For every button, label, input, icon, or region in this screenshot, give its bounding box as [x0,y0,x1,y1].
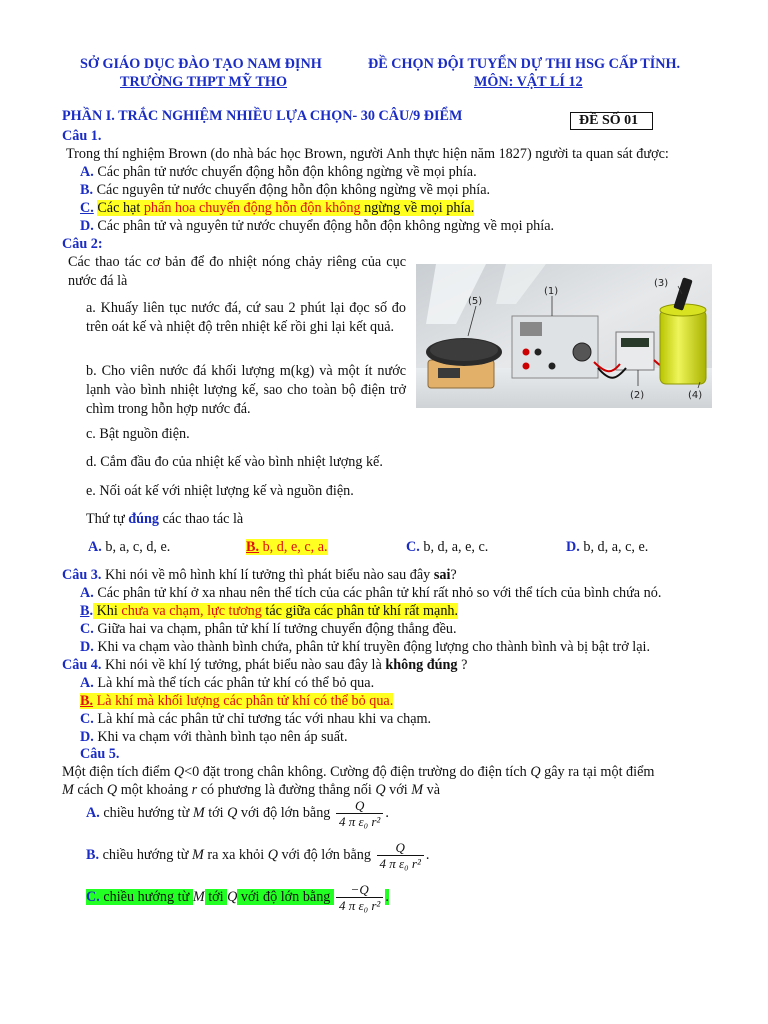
experiment-photo-svg [416,264,712,408]
q5-var-r: r [191,782,198,798]
q5-option-c-mid: tới [204,888,228,905]
section-title: PHẦN I. TRẮC NGHIỆM NHIỀU LỰA CHỌN- 30 CÂU/9 ĐIỂM [62,108,463,124]
q5-stem-2a: cách [73,782,107,798]
calorimeter [660,310,706,384]
label-4: (4) [688,390,703,401]
q2-step-c: c. Bật nguồn điện. [86,426,190,442]
q4-stem-post: ? [457,657,468,673]
q2-option-b-key: B. [246,539,260,555]
q4-option-b [80,693,393,710]
school-department: SỞ GIÁO DỤC ĐÀO TẠO NAM ĐỊNH [80,56,322,72]
q2-option-d [566,539,648,556]
q5-stem-1a: Một điện tích điểm [62,764,174,780]
q5-option-b-mid: ra xa khỏi [203,846,268,863]
q4-option-c-key: C. [80,711,94,727]
q2-option-d-text: b, d, a, c, e. [583,539,649,555]
q5-stem-2b: một khoảng [117,782,192,798]
q5-option-c-den: 4 π ε₀ r² [338,898,381,913]
q5-stem-1b: đặt trong chân không. Cường độ điện trường do điện tích [199,764,531,780]
q2-order-post: các thao tác là [158,511,244,527]
exam-code-box: ĐỀ SỐ 01 [570,112,653,130]
q5-option-b-den: 4 π ε₀ r² [379,856,421,871]
exam-title: ĐỀ CHỌN ĐỘI TUYỂN DỰ THI HSG CẤP TỈNH. [368,56,681,72]
q5-option-b [86,840,429,871]
q2-option-b-text: b, d, e, c, a. [262,539,328,555]
q1-stem: Trong thí nghiệm Brown (do nhà bác học Brown, người Anh thực hiện năm 1827) người ta quan sát được: [66,146,669,162]
q4-option-a-text: Là khí mà thể tích các phân tử khí có thể bỏ qua. [97,675,375,691]
q5-option-a-den: 4 π ε₀ r² [338,814,381,829]
q4-stem [62,657,467,674]
q5-stem-line2 [62,782,440,799]
q5-option-c-num: −Q [336,882,383,898]
q3-option-a [80,585,661,602]
q5-option-b-key: B. [86,846,100,863]
q1-option-a-text: Các phân tử nước chuyển động hỗn độn không ngừng về mọi phía. [97,164,477,180]
q5-option-c-key: C. [86,888,100,905]
q5-option-c-end: . [385,888,389,905]
q4-option-c [80,711,431,728]
q5-option-b-q: Q [267,846,278,863]
q5-option-c [86,882,389,913]
q5-option-a-m: M [192,804,205,821]
q4-label: Câu 4. [62,657,102,673]
q5-option-b-fraction [377,840,424,871]
q5-option-b-end: . [425,846,430,863]
q2-label: Câu 2: [62,236,103,252]
q4-option-d [80,729,348,746]
q5-option-c-m: M [192,888,205,905]
q2-option-b [246,539,328,556]
q5-var-q-3: Q [106,782,118,798]
q3-option-b-key: B [80,603,90,619]
q5-option-a-end: . [385,804,389,821]
q5-stem-2e: và [423,782,441,798]
q1-option-a [80,164,477,181]
q4-option-b-text: Là khí mà khối lượng các phân tử khí có thể bỏ qua. [96,693,394,709]
q3-option-b-dot: . [89,603,94,619]
q4-option-a [80,675,374,692]
q3-option-a-key: A. [80,585,94,601]
terminal-red [523,349,530,356]
q5-option-b-num: Q [377,840,424,856]
q5-stem-1c: gây ra tại một điểm [540,764,655,780]
q2-order-bold: đúng [128,511,159,527]
q5-option-a-q: Q [227,804,238,821]
subject-title: MÔN: VẬT LÍ 12 [474,74,583,90]
q5-option-a-post: với độ lớn bằng [237,804,334,821]
label-1: (1) [544,286,559,297]
q4-stem-bold: không đúng [385,657,458,673]
q3-option-b-red: chưa va chạm, lực tương [121,603,262,619]
q2-order-pre: Thứ tự [86,511,129,527]
q3-label: Câu 3. [62,567,102,583]
q2-option-c [406,539,488,556]
q1-option-c-post: ngừng về mọi phía. [360,200,475,216]
q1-option-d-text: Các phân tử và nguyên tử nước chuyển động hỗn độn không ngừng về mọi phía. [97,218,555,234]
q4-option-b-key: B. [80,693,94,709]
q4-stem-pre: Khi nói về khí lý tưởng, phát biểu nào sau đây là [104,657,386,673]
q5-option-c-pre: chiều hướng từ [99,888,193,905]
q5-option-b-m: M [192,846,204,863]
q5-label: Câu 5. [80,746,120,762]
q2-step-b: b. Cho viên nước đá khối lượng m(kg) và một ít nước lạnh vào bình nhiệt lượng kế, sao cho toàn bộ điện trở chìm trong hỗn hợp nước đá. [86,363,406,417]
q3-option-d [80,639,650,656]
q5-option-a [86,798,389,829]
q2-option-a-text: b, a, c, d, e. [105,539,171,555]
q1-option-b-key: B. [80,182,94,198]
q2-step-d: d. Cắm đầu đo của nhiệt kế vào bình nhiệt lượng kế. [86,454,383,470]
q1-option-c-key: C. [80,200,94,216]
school-name: TRƯỜNG THPT MỸ THO [120,74,287,90]
q4-option-c-text: Là khí mà các phân tử chỉ tương tác với nhau khi va chạm. [97,711,432,727]
q5-option-a-fraction [336,798,383,829]
q2-step-a: a. Khuấy liên tục nước đá, cứ sau 2 phút lại đọc số đo trên oát kế và nhiệt độ trên nhiệt kế rồi ghi lại kết quả. [86,300,406,335]
q3-option-b-post: tác giữa các phân tử khí rất mạnh. [261,603,459,619]
q2-stem: Các thao tác cơ bản để đo nhiệt nóng chảy riêng của cục nước đá là [68,254,406,289]
q5-option-b-pre: chiều hướng từ [99,846,193,863]
q4-option-d-key: D. [80,729,94,745]
q5-var-m: M [62,782,74,798]
q5-var-q: Q [173,764,185,780]
scale-plate-top [430,339,498,361]
q5-var-m-2: M [411,782,424,798]
q3-option-c-key: C. [80,621,94,637]
q5-var-q-2: Q [530,764,541,780]
q3-stem-post: ? [450,567,457,583]
q3-option-b-pre: Khi [93,603,122,619]
q3-option-d-text: Khi va chạm vào thành bình chứa, phân tử khí truyền động lượng cho thành bình và bị bật trở lại. [97,639,650,655]
q5-option-b-post: với độ lớn bằng [277,846,375,863]
q3-option-c-text: Giữa hai va chạm, phân tử khí lí tưởng chuyển động thẳng đều. [97,621,457,637]
q1-option-d-key: D. [80,218,94,234]
wattmeter-display [621,338,649,347]
q1-option-a-key: A. [80,164,94,180]
q5-stem-line1 [62,764,654,781]
q2-option-a-key: A. [88,539,102,555]
q1-option-d [80,218,554,235]
terminal-red-2 [523,363,530,370]
label-2: (2) [630,390,645,401]
q3-option-d-key: D. [80,639,94,655]
scale-display [438,368,460,378]
q5-option-a-mid: tới [204,804,228,821]
q5-var-q-4: Q [375,782,386,798]
q2-order-prompt [86,511,243,528]
q5-stem-2c: có phương là đường thẳng nối [197,782,376,798]
q2-option-c-key: C. [406,539,420,555]
experiment-photo [416,264,712,408]
label-5: (5) [468,296,483,307]
q3-stem-pre: Khi nói về mô hình khí lí tưởng thì phát biểu nào sau đây [104,567,434,583]
q1-option-c-pre: Các hạt [97,200,144,216]
wattmeter [616,332,654,370]
q5-option-a-key: A. [86,804,100,821]
q5-option-c-fraction [336,882,383,913]
q3-option-b [80,603,458,620]
q4-option-d-text: Khi va chạm với thành bình tạo nên áp suất. [97,729,348,745]
q5-option-c-post: với độ lớn bằng [237,888,334,905]
label-3: (3) [654,278,669,289]
power-knob [573,343,591,361]
q3-stem [62,567,457,584]
q1-option-b-text: Các nguyên tử nước chuyển động hỗn độn không ngừng về mọi phía. [96,182,491,198]
q5-option-c-q: Q [227,888,238,905]
q2-option-c-text: b, d, a, e, c. [423,539,489,555]
q1-option-c-red: phấn hoa chuyển động hỗn độn không [143,200,361,216]
power-supply-panel [520,322,542,336]
q2-step-e: e. Nối oát kế với nhiệt lượng kế và nguồn điện. [86,483,354,499]
q2-option-d-key: D. [566,539,580,555]
q5-option-a-pre: chiều hướng từ [99,804,193,821]
q4-option-a-key: A. [80,675,94,691]
q3-option-a-text: Các phân tử khí ở xa nhau nên thể tích của các phân tử khí rất nhỏ so với thể tích của bình chứa nó. [97,585,662,601]
q5-option-a-num: Q [336,798,383,814]
q1-option-b [80,182,490,199]
q3-stem-bold: sai [433,567,451,583]
q1-label: Câu 1. [62,128,102,144]
terminal-black [535,349,542,356]
q5-stem-2d: với [385,782,412,798]
q5-lt0: <0 [184,764,200,780]
terminal-black-2 [549,363,556,370]
q3-option-c [80,621,457,638]
q1-option-c [80,200,474,217]
q2-option-a [88,539,170,556]
